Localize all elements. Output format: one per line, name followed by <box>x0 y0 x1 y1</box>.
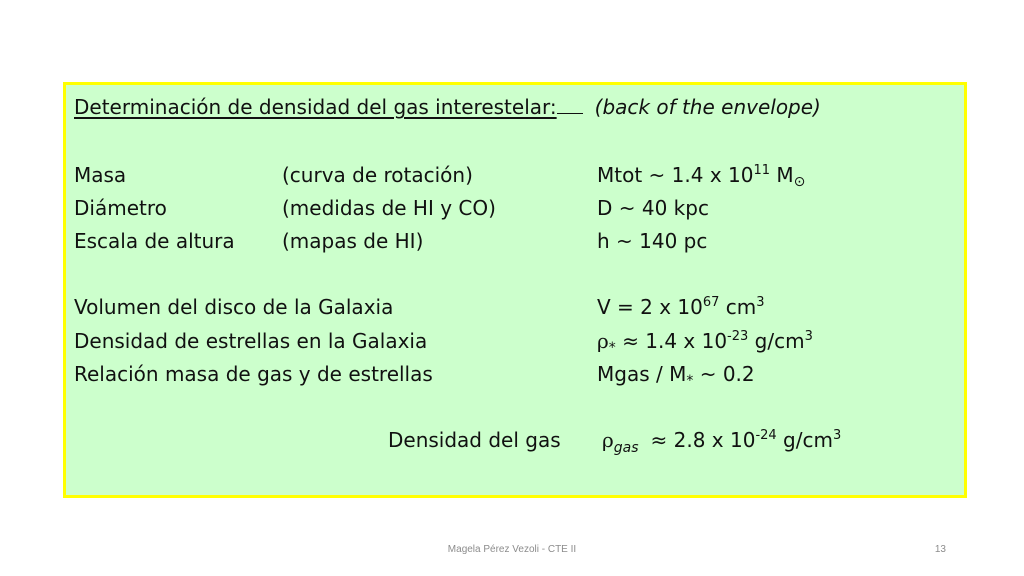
result-label: Densidad del gas <box>388 428 561 452</box>
row-volumen-value <box>597 295 765 319</box>
star-subscript: * <box>608 340 616 356</box>
row-densidad-estrellas-label: Densidad de estrellas en la Galaxia <box>74 329 428 353</box>
relacion-value-text: Mgas / M <box>597 362 687 386</box>
heading-note: (back of the envelope) <box>594 95 821 119</box>
rho-symbol: ρ <box>597 329 609 353</box>
footer-author: Magela Pérez Vezoli - CTE II <box>447 544 577 555</box>
page-number: 13 <box>934 544 946 555</box>
result-value-text: ≈ 2.8 x 10 <box>650 428 756 452</box>
row-escala-value: h ~ 140 pc <box>597 229 708 253</box>
result-unit-exponent: 3 <box>832 428 842 443</box>
result-exponent: -24 <box>755 428 777 443</box>
densidad-estrellas-value-text: ≈ 1.4 x 10 <box>615 329 728 353</box>
volumen-exponent: 67 <box>702 295 720 310</box>
row-relacion-label: Relación masa de gas y de estrellas <box>74 362 433 386</box>
row-densidad-estrellas-value <box>597 329 813 356</box>
volumen-unit-exponent: 3 <box>756 295 765 310</box>
row-diametro-value: D ~ 40 kpc <box>597 196 709 220</box>
masa-unit: M <box>770 163 794 187</box>
sun-symbol: ⊙ <box>793 174 806 190</box>
densidad-estrellas-unit-exponent: 3 <box>804 329 813 344</box>
content-box <box>63 82 967 498</box>
masa-value-text: Mtot ~ 1.4 x 10 <box>597 163 754 187</box>
result-value <box>602 428 842 456</box>
volumen-unit: cm <box>719 295 757 319</box>
heading <box>74 95 821 119</box>
volumen-value-text: V = 2 x 10 <box>597 295 703 319</box>
star-subscript-mass: * <box>686 373 694 389</box>
row-masa-method: (curva de rotación) <box>282 163 473 187</box>
row-masa-value <box>597 163 806 190</box>
result-unit: g/cm <box>776 428 833 452</box>
row-diametro-method: (medidas de HI y CO) <box>282 196 496 220</box>
densidad-estrellas-exponent: -23 <box>727 329 749 344</box>
masa-exponent: 11 <box>753 163 771 178</box>
row-escala-label: Escala de altura <box>74 229 235 253</box>
heading-title: Determinación de densidad del gas interestelar: <box>74 95 557 119</box>
densidad-estrellas-unit: g/cm <box>748 329 805 353</box>
row-relacion-value <box>597 362 755 389</box>
relacion-value-result: ~ 0.2 <box>693 362 755 386</box>
row-volumen-label: Volumen del disco de la Galaxia <box>74 295 394 319</box>
row-masa-label: Masa <box>74 163 127 187</box>
gas-subscript: gas <box>613 440 639 456</box>
row-diametro-label: Diámetro <box>74 196 167 220</box>
row-escala-method: (mapas de HI) <box>282 229 424 253</box>
heading-underline-extension <box>557 96 583 114</box>
rho-gas-symbol: ρ <box>602 428 614 452</box>
